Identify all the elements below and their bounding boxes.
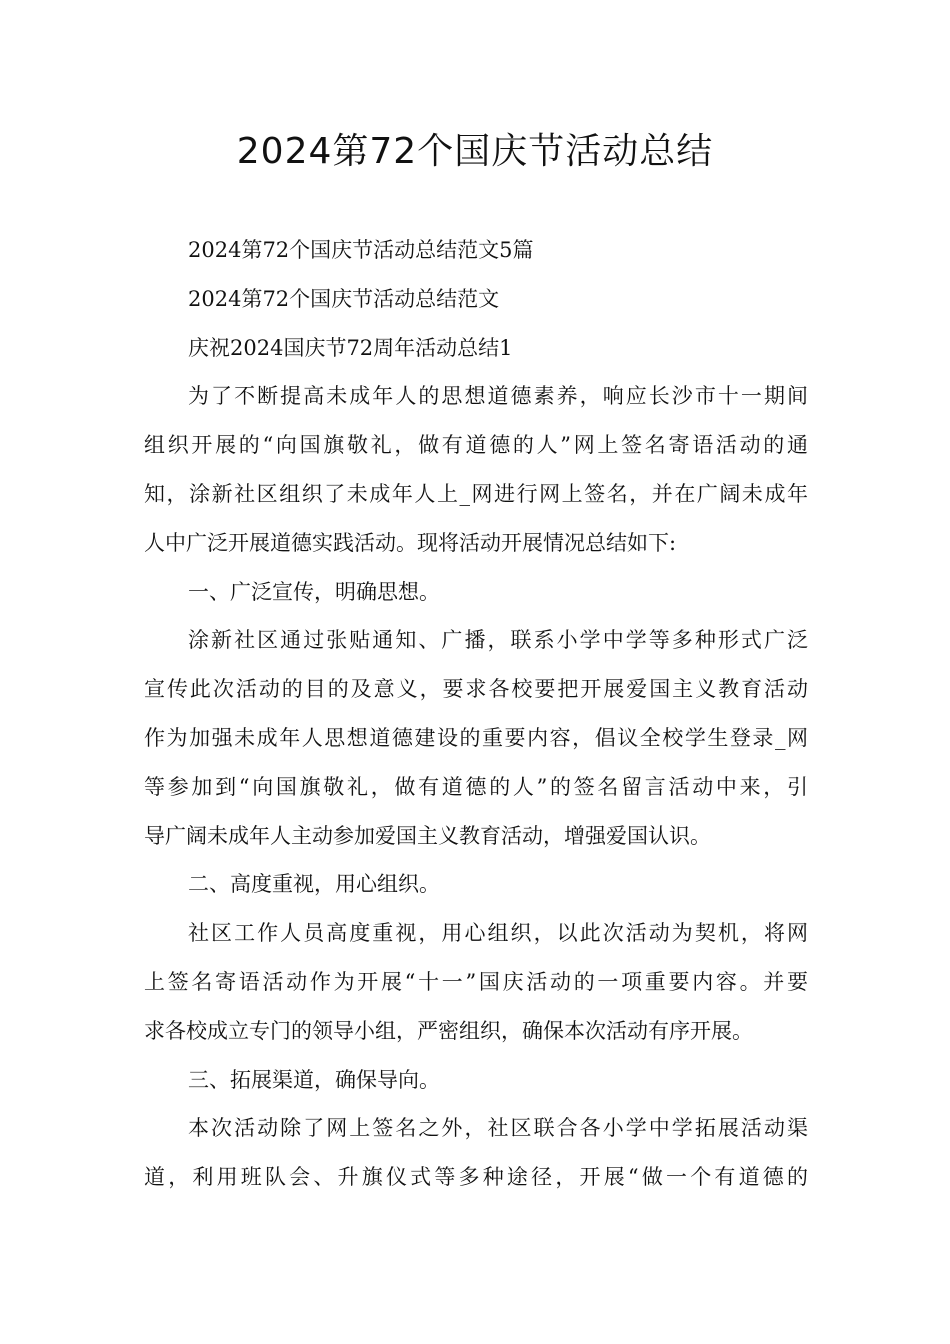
paragraph-line: 求各校成立专门的领导小组，严密组织，确保本次活动有序开展。 [144,1018,753,1043]
paragraph-line: 本次活动除了网上签名之外，社区联合各小学中学拓展活动渠 [188,1116,808,1141]
section-heading: 二、高度重视，用心组织。 [188,872,440,897]
paragraph-line: 道，利用班队会、升旗仪式等多种途径，开展“做一个有道德的 [144,1165,808,1190]
section-heading: 一、广泛宣传，明确思想。 [188,579,440,604]
paragraph-line: 社区工作人员高度重视，用心组织，以此次活动为契机，将网 [188,921,808,946]
subtitle-line: 2024第72个国庆节活动总结范文5篇 [188,238,534,262]
paragraph-line: 涂新社区通过张贴通知、广播，联系小学中学等多种形式广泛 [188,628,808,653]
subtitle-line: 2024第72个国庆节活动总结范文 [188,286,500,311]
paragraph-line: 为了不断提高未成年人的思想道德素养，响应长沙市十一期间 [188,384,808,409]
paragraph-line: 导广阔未成年人主动参加爱国主义教育活动，增强爱国认识。 [144,823,711,848]
paragraph-line: 作为加强未成年人思想道德建设的重要内容，倡议全校学生登录_网 [144,725,808,750]
section-heading: 三、拓展渠道，确保导向。 [188,1067,440,1092]
document-title: 2024第72个国庆节活动总结 [236,131,714,172]
paragraph-line: 知，涂新社区组织了未成年人上_网进行网上签名，并在广阔未成年 [144,481,808,506]
paragraph-line: 上签名寄语活动作为开展“十一”国庆活动的一项重要内容。并要 [144,969,808,994]
document-body [144,226,808,1202]
paragraph-line: 等参加到“向国旗敬礼，做有道德的人”的签名留言活动中来，引 [144,774,808,799]
paragraph-line: 宣传此次活动的目的及意义，要求各校要把开展爱国主义教育活动 [144,677,808,702]
section-heading: 庆祝2024国庆节72周年活动总结1 [188,335,513,360]
paragraph-line: 人中广泛开展道德实践活动。现将活动开展情况总结如下: [144,530,677,555]
paragraph-line: 组织开展的“向国旗敬礼，做有道德的人”网上签名寄语活动的通 [144,433,808,458]
